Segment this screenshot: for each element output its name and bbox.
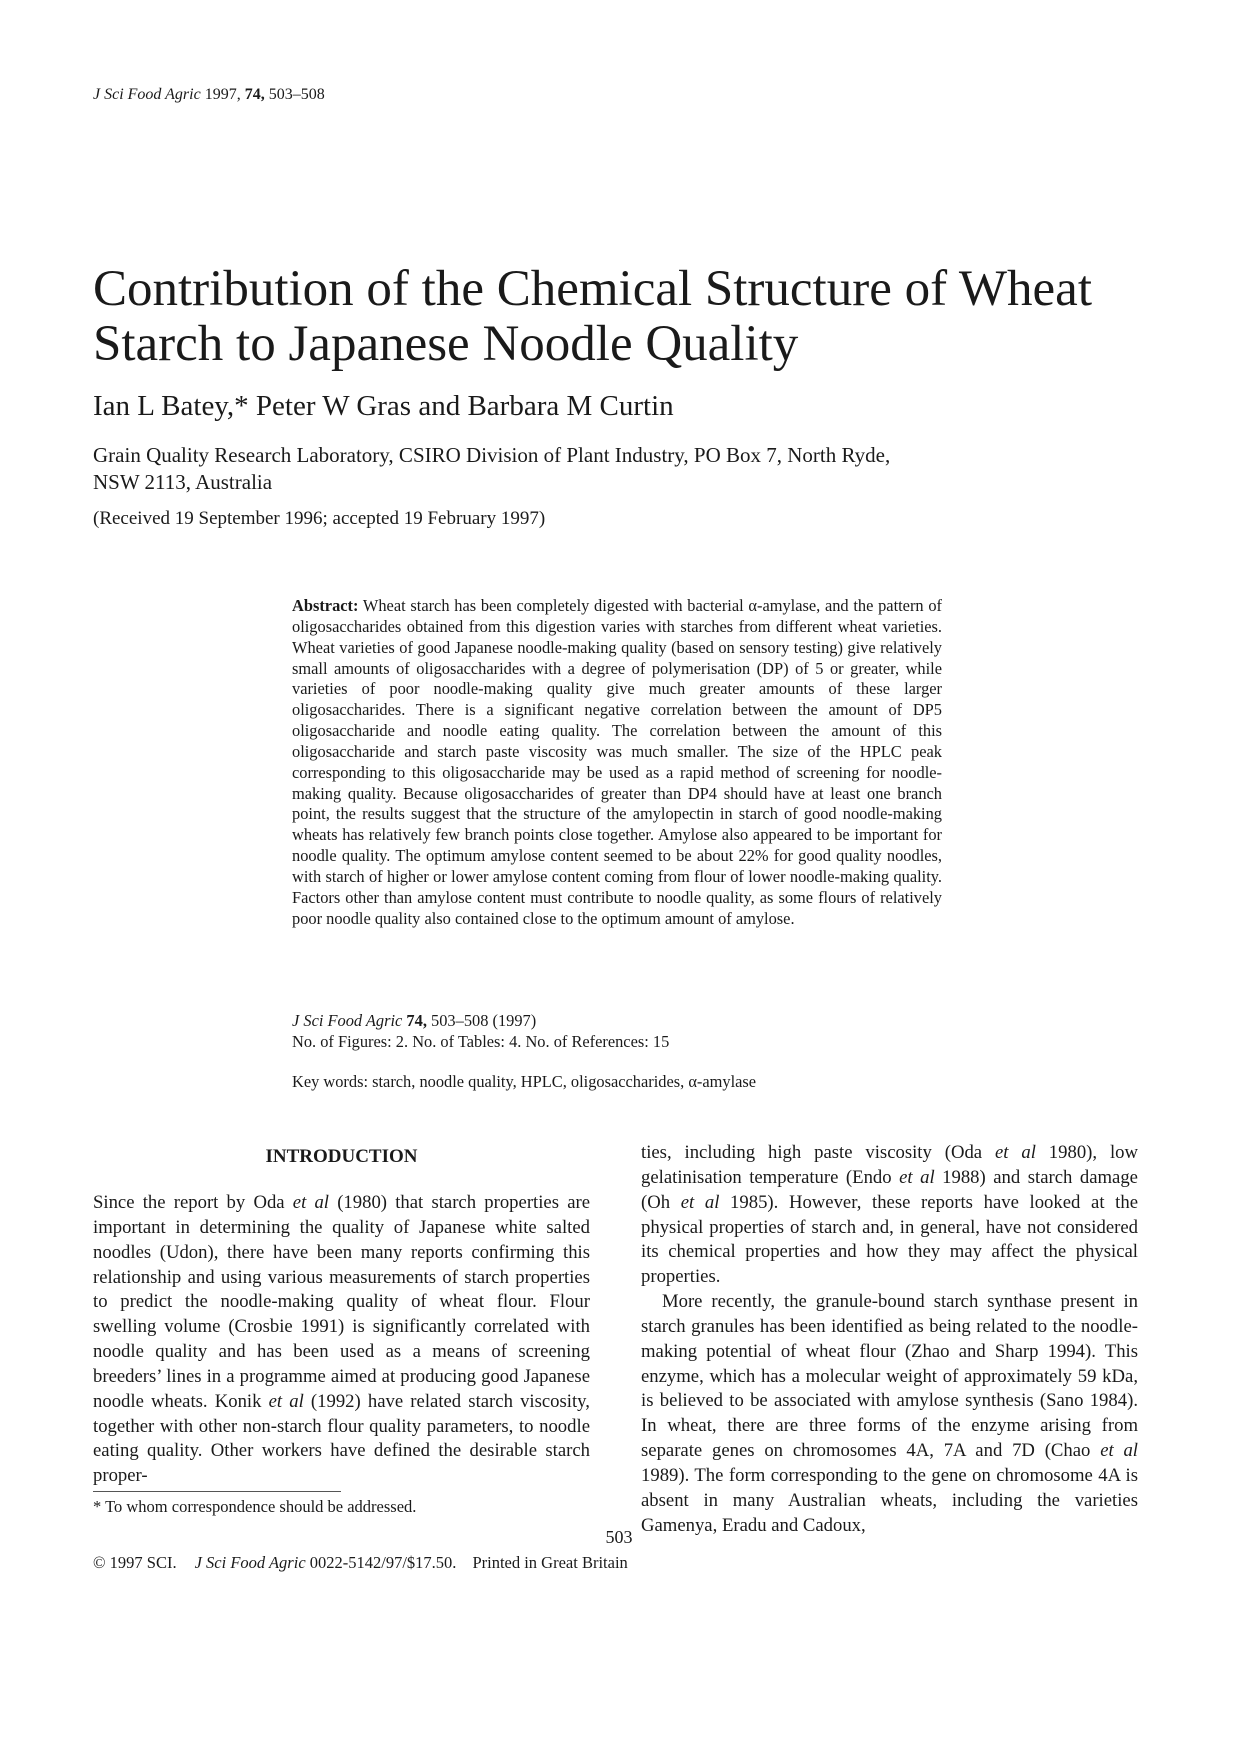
authors: Ian L Batey,* Peter W Gras and Barbara M Curtin	[93, 390, 674, 422]
header-year: 1997,	[204, 86, 241, 103]
affiliation-line-2: NSW 2113, Australia	[93, 470, 273, 494]
affiliation	[93, 442, 1093, 496]
keywords: Key words: starch, noodle quality, HPLC, oligosaccharides, α-amylase	[292, 1072, 757, 1091]
right-paragraph-1	[641, 1141, 1138, 1290]
received-dates: (Received 19 September 1996; accepted 19 February 1997)	[93, 508, 546, 529]
header-pages: 503–508	[268, 86, 325, 103]
citation-block	[292, 1011, 942, 1052]
header-journal: J Sci Food Agric	[93, 86, 201, 103]
citation-pages: 503–508 (1997)	[431, 1011, 537, 1030]
text-run: (1992) have related starch viscosity, together with other non-starch flour quality parameters, to noodle eating quality. Other workers have defined the desirable starch proper-	[93, 1390, 590, 1487]
citation-counts: No. of Figures: 2. No. of Tables: 4. No. of References: 15	[292, 1031, 670, 1051]
footer-printed: Printed in Great Britain	[472, 1553, 628, 1572]
footer-journal: J Sci Food Agric	[194, 1553, 306, 1572]
right-column-text	[641, 1141, 1138, 1539]
et-al: et al	[680, 1191, 720, 1213]
footer-copyright-line	[93, 1553, 628, 1573]
text-run: 1985). However, these reports have looked at the physical properties of starch and, in general, have not considered its chemical properties and how they may affect the physical properties.	[641, 1191, 1138, 1288]
affiliation-line-1: Grain Quality Research Laboratory, CSIRO Division of Plant Industry, PO Box 7, North Ryde,	[93, 443, 891, 467]
header-volume: 74,	[244, 86, 265, 103]
footnote: * To whom correspondence should be addressed.	[93, 1497, 417, 1516]
text-run: ties, including high paste viscosity (Oda	[641, 1142, 995, 1163]
et-al: et al	[899, 1166, 935, 1188]
et-al: et al	[292, 1192, 330, 1213]
right-paragraph-2	[641, 1290, 1138, 1538]
footer-code: 0022-5142/97/$17.50.	[309, 1553, 457, 1572]
title-line-2: Starch to Japanese Noodle Quality	[93, 316, 799, 372]
text-run: 1989). The form corresponding to the gene on chromosome 4A is absent in many Australian wheats, including the varieties Gamenya, Eradu and Cadoux,	[641, 1464, 1138, 1536]
section-heading-introduction: INTRODUCTION	[265, 1146, 418, 1167]
abstract-text: Wheat starch has been completely digested with bacterial α-amylase, and the pattern of oligosaccharides obtained from this digestion varies with starches from different wheat varieties. Wheat varieties of good Japanese noodle-making quality (based on sensory testing) give relatively small amounts of oligosaccharides with a degree of polymerisation (DP) of 5 or greater, while varieties of poor noodle-making quality give much greater amounts of these larger oligosaccharides. There is a significant negative correlation between the amount of DP5 oligosaccharide and noodle eating quality. The correlation between the amount of this oligosaccharide and starch paste viscosity was much smaller. The size of the HPLC peak corresponding to this oligosaccharide may be used as a rapid method of screening for noodle-making quality. Because oligosaccharides of greater than DP4 should have at least one branch point, the results suggest that the structure of the amylopectin in starch of good noodle-making wheats has relatively few branch points close together. Amylose also appeared to be important for noodle quality. The optimum amylose content seemed to be about 22% for good quality noodles, with starch of higher or lower amylose content coming from flour of lower noodle-making quality. Factors other than amylose content must contribute to noodle quality, as some flours of relatively poor noodle quality also contained close to the optimum amount of amylose.	[292, 596, 942, 928]
footnote-divider	[93, 1491, 341, 1492]
et-al: et al	[1100, 1440, 1139, 1462]
left-column-text	[93, 1191, 590, 1489]
citation-journal: J Sci Food Agric	[292, 1011, 403, 1030]
text-run: Since the report by Oda	[93, 1192, 293, 1213]
text-run: 1988) and starch damage (Oh	[641, 1166, 1138, 1213]
footer-copyright: © 1997 SCI.	[93, 1553, 177, 1572]
citation-volume: 74,	[406, 1011, 427, 1030]
paper-title	[93, 262, 1153, 372]
abstract-label: Abstract:	[292, 596, 359, 615]
et-al: et al	[268, 1390, 304, 1412]
title-line-1: Contribution of the Chemical Structure of Wheat	[93, 261, 1092, 317]
abstract	[292, 596, 942, 930]
page-number: 503	[605, 1527, 633, 1547]
et-al: et al	[994, 1142, 1036, 1163]
text-run: (1980) that starch properties are important in determining the quality of Japanese white salted noodles (Udon), there have been many reports confirming this relationship and using various measurements of starch properties to predict the noodle-making quality of wheat flour. Flour swelling volume (Crosbie 1991) is significantly correlated with noodle quality and has been used as a means of screening breeders’ lines in a programme aimed at producing good Japanese noodle wheats. Konik	[93, 1192, 591, 1412]
text-run: More recently, the granule-bound starch synthase present in starch granules has been identified as being related to the noodle-making potential of wheat flour (Zhao and Sharp 1994). This enzyme, which has a molecular weight of approximately 59 kDa, is believed to be associated with amylose synthesis (Sano 1984). In wheat, there are three forms of the enzyme arising from separate genes on chromosomes 4A, 7A and 7D (Chao	[641, 1291, 1138, 1462]
running-header	[93, 86, 325, 104]
text-run: 1980), low gelatinisation temperature (Endo	[641, 1142, 1138, 1188]
